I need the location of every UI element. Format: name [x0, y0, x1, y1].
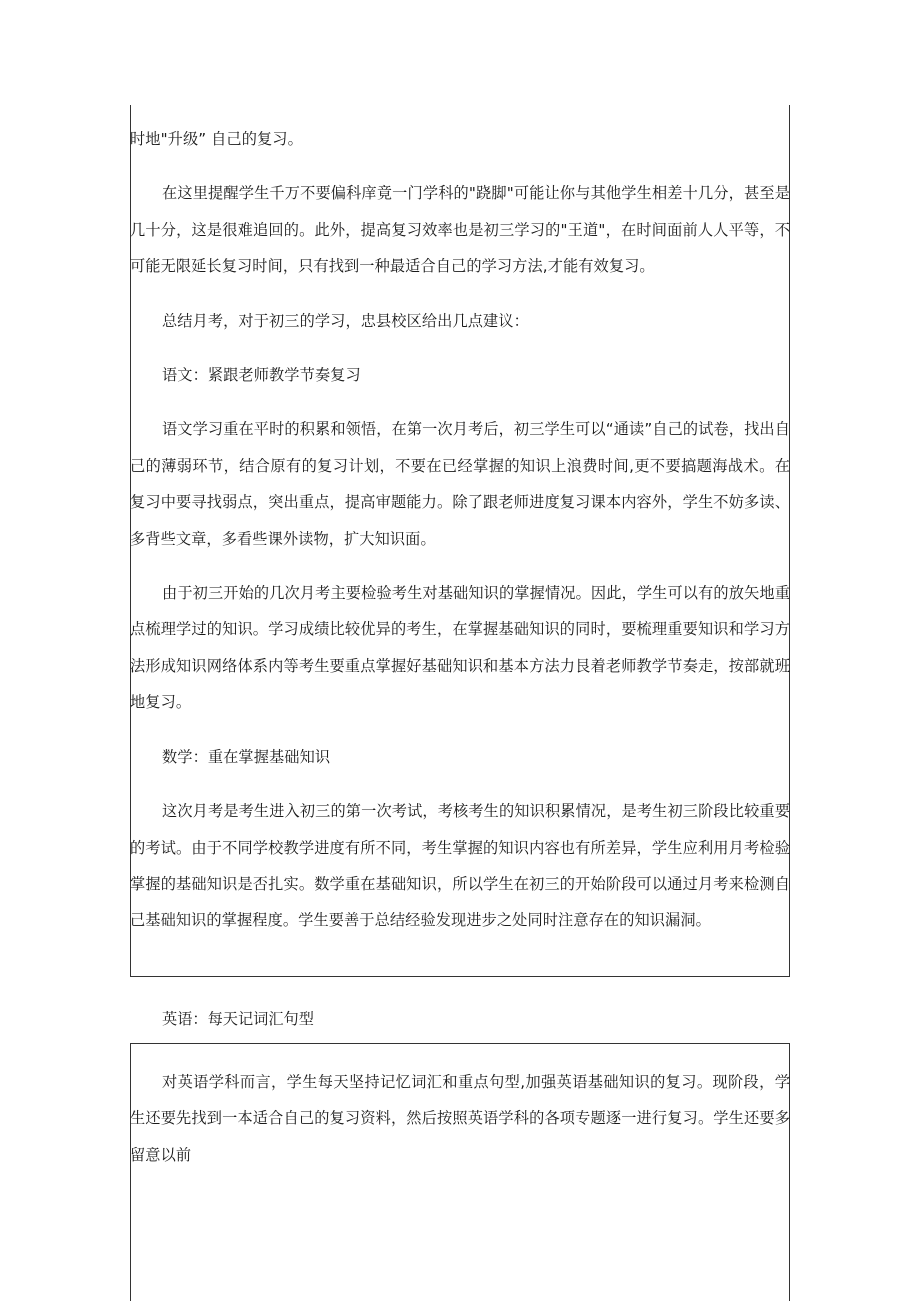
paragraph-basics: 由于初三开始的几次月考主要检验考生对基础知识的掌握情况。因此，学生可以有的放矢地重点梳理学过的知识。学习成绩比较优异的考生，在掌握基础知识的同时，要梳理重要知识和学习方法形成知识网络体系内等考生要重点掌握好基础知识和基本方法力艮着老师教学节奏走，按部就班地复习。 [130, 584, 790, 712]
section-2-text [130, 1064, 790, 1173]
paragraph-chinese: 语文学习重在平时的积累和领悟，在第一次月考后，初三学生可以“通读”自己的试卷，找出自己的薄弱环节，结合原有的复习计划，不要在已经掌握的知识上浪费时间,更不要搞题海战术。在复习中要寻找弱点，突出重点，提高审题能力。除了跟老师进度复习课本内容外，学生不妨多读、多背些文章，多看些课外读物，扩大知识面。 [130, 420, 790, 548]
paragraph-english: 对英语学科而言，学生每天坚持记忆词汇和重点句型,加强英语基础知识的复习。现阶段，学生还要先找到一本适合自己的复习资料，然后按照英语学科的各项专题逐一进行复习。学生还要多留意以前 [130, 1073, 790, 1164]
math-heading: 数学：重在掌握基础知识 [162, 747, 331, 766]
section-1-text [130, 121, 790, 939]
paragraph-summary: 总结月考，对于初三的学习，忠县校区给出几点建议： [162, 311, 529, 330]
paragraph-warning: 在这里提醒学生千万不要偏科庠竟一门学科的"跷脚"可能让你与其他学生相差十几分，甚至是几十分，这是很难追回的。此外，提高复习效率也是初三学习的"王道"，在时间面前人人平等，不可能无限延长复习时间，只有找到一种最适合自己的学习方法,才能有效复习。 [130, 184, 790, 276]
lead-line: 时地"升级” 自己的复习。 [130, 130, 303, 148]
chinese-heading: 语文：紧跟老师教学节奏复习 [162, 366, 361, 385]
english-heading: 英语：每天记词汇句型 [162, 1010, 314, 1028]
paragraph-math: 这次月考是考生进入初三的第一次考试，考核考生的知识积累情况，是考生初三阶段比较重要的考试。由于不同学校教学进度有所不同，考生掌握的知识内容也有所差异，学生应利用月考检验掌握的基础知识是否扎实。数学重在基础知识，所以学生在初三的开始阶段可以通过月考来检测自己基础知识的掌握程度。学生要善于总结经验发现进步之处同时注意存在的知识漏洞。 [130, 802, 790, 930]
